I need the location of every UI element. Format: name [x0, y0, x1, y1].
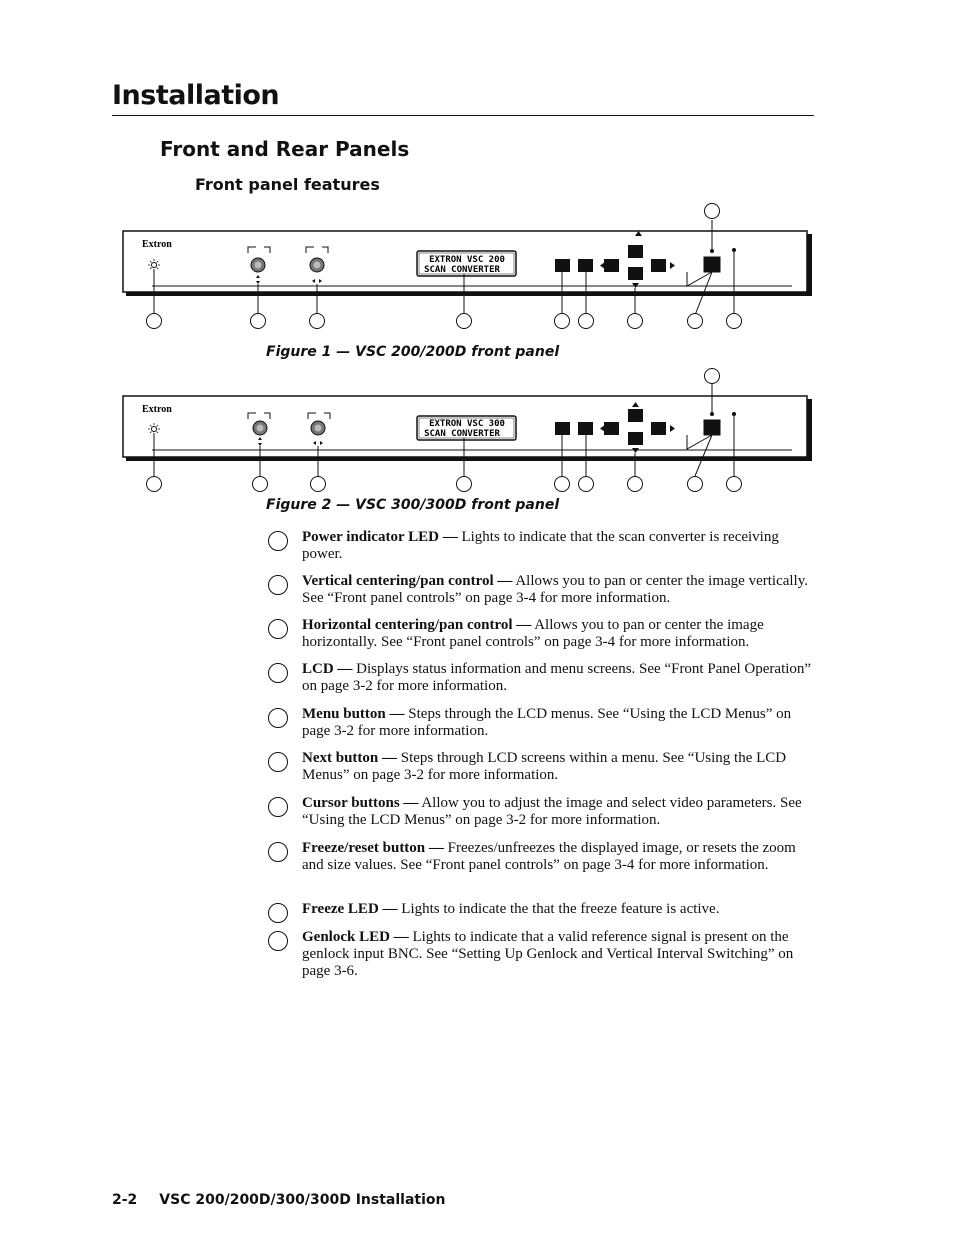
cursor-left-button: [604, 422, 619, 435]
callout-circle: [268, 663, 288, 683]
figure-1-caption: Figure 1 — VSC 200/200D front panel: [266, 344, 560, 360]
callout-circle: [268, 619, 288, 639]
front-panel-figure-1: [112, 195, 817, 335]
feature-description: Lights to indicate the that the freeze feature is active.: [397, 901, 720, 917]
feature-description: Lights to indicate that the scan converter is receiving power.: [302, 529, 779, 562]
next-button: [578, 259, 593, 272]
cursor-left-button: [604, 259, 619, 272]
list-item: [266, 661, 814, 695]
list-item: [266, 617, 814, 651]
section-title: Front and Rear Panels: [160, 137, 410, 161]
feature-term: Freeze LED —: [302, 901, 398, 917]
feature-term: Horizontal centering/pan control —: [302, 617, 532, 633]
lcd-line-1: EXTRON VSC 200: [429, 255, 505, 265]
feature-term: Vertical centering/pan control —: [302, 573, 513, 589]
page-number: 2-2: [112, 1192, 138, 1208]
cursor-down-button: [628, 432, 643, 445]
callout-circle: [268, 903, 288, 923]
page-footer: [112, 1192, 445, 1208]
feature-term: Power indicator LED —: [302, 529, 458, 545]
feature-term: Freeze/reset button —: [302, 840, 444, 856]
callout-circle: [268, 752, 288, 772]
freeze-reset-button: [704, 420, 720, 435]
callout-circle: [268, 531, 288, 551]
cursor-up-button: [628, 245, 643, 258]
front-panel-figure-2: [112, 362, 817, 497]
feature-term: Next button —: [302, 750, 398, 766]
freeze-led: [710, 249, 714, 253]
next-button: [578, 422, 593, 435]
callout-circle: [268, 575, 288, 595]
title-rule: [112, 115, 814, 116]
menu-button: [555, 259, 570, 272]
feature-description: Allows you to pan or center the image vertically. See “Front panel controls” on page 3-4 for more information.: [302, 573, 808, 606]
callout-circle: [268, 931, 288, 951]
lcd-line-2: SCAN CONVERTER: [424, 265, 500, 275]
feature-term: Cursor buttons —: [302, 795, 419, 811]
lcd-line-1: EXTRON VSC 300: [429, 419, 505, 429]
menu-button: [555, 422, 570, 435]
list-item: [266, 750, 814, 784]
list-item: [266, 929, 814, 980]
feature-description: Steps through LCD screens within a menu. See “Using the LCD Menus” on page 3-2 for more information.: [302, 750, 787, 783]
brand-label: Extron: [142, 404, 172, 415]
list-item: [266, 840, 814, 874]
document-title: VSC 200/200D/300/300D Installation: [159, 1192, 446, 1208]
cursor-up-button: [628, 409, 643, 422]
cursor-right-button: [651, 259, 666, 272]
feature-description: Displays status information and menu screens. See “Front Panel Operation” on page 3-2 for more information.: [302, 661, 812, 694]
lcd-line-2: SCAN CONVERTER: [424, 429, 500, 439]
list-item: [266, 901, 814, 918]
feature-description: Allow you to adjust the image and select video parameters. See “Using the LCD Menus” on page 3-2 for more information.: [302, 795, 802, 828]
feature-term: Genlock LED —: [302, 929, 409, 945]
feature-description: Freezes/unfreezes the displayed image, or resets the zoom and size values. See “Front panel controls” on page 3-4 for more information.: [302, 840, 796, 873]
genlock-led: [732, 248, 736, 252]
list-item: [266, 706, 814, 740]
feature-term: Menu button —: [302, 706, 405, 722]
feature-description: Allows you to pan or center the image horizontally. See “Front panel controls” on page 3-4 for more information.: [302, 617, 764, 650]
callout-circle: [268, 797, 288, 817]
list-item: [266, 529, 814, 563]
subsection-title: Front panel features: [195, 175, 380, 194]
feature-term: LCD —: [302, 661, 353, 677]
brand-label: Extron: [142, 239, 172, 250]
feature-description: Lights to indicate that a valid reference signal is present on the genlock input BNC. See “Setting Up Genlock and Vertical Interval Switching” on page 3-6.: [302, 929, 794, 979]
cursor-right-button: [651, 422, 666, 435]
cursor-down-button: [628, 267, 643, 280]
list-item: [266, 573, 814, 607]
feature-description: Steps through the LCD menus. See “Using the LCD Menus” on page 3-2 for more information.: [302, 706, 792, 739]
chapter-title: Installation: [112, 80, 280, 111]
freeze-reset-button: [704, 257, 720, 272]
freeze-led: [710, 412, 714, 416]
genlock-led: [732, 412, 736, 416]
callout-circle: [268, 708, 288, 728]
figure-2-caption: Figure 2 — VSC 300/300D front panel: [266, 497, 560, 513]
callout-circle: [268, 842, 288, 862]
list-item: [266, 795, 814, 829]
